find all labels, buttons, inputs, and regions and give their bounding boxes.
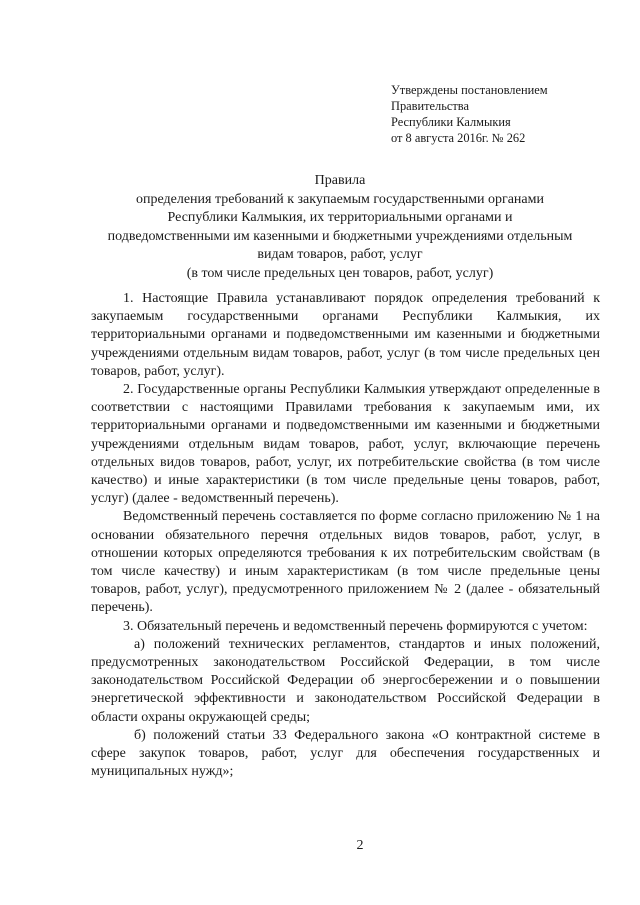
approval-stamp [391,82,611,146]
approval-date-line: от 8 августа 2016г. № 262 [391,131,526,145]
title-heading: Правила [314,173,366,188]
subparagraph-a: а) положений технических регламентов, стандартов и иных положений, предусмотренных законодательством Российской Федерации, в том числе законодательством Российской Федерации об энергосбережении и о повышении энергетической эффективности и законодательством Российской Федерации в области охраны окружающей среды; [91,636,600,725]
approval-line: Республики Калмыкия [391,115,511,129]
paragraph-3: 3. Обязательный перечень и ведомственный перечень формируются с учетом: [123,618,588,634]
paragraph-2: 2. Государственные органы Республики Калмыкия утверждают определенные в соответствии с настоящими Правилами требования к закупаемым ими, их территориальными органами и подведомственными им казенными и бюджетными учреждениями отдельным видам товаров, работ, услуг, включающие перечень отдельных видов товаров, работ, услуг, их потребительские свойства (в том числе качество) и иные характеристики (в том числе предельные цены товаров, работ, услуг) (далее - ведомственный перечень). [91,382,600,507]
page-number: 2 [356,838,364,853]
approval-line: Правительства [391,99,469,113]
document-title [80,172,600,284]
title-line: определения требований к закупаемым государственными органами [136,191,544,207]
title-line: подведомственными им казенными и бюджетными учреждениями отдельным [107,228,573,244]
document-body [91,290,600,781]
title-line: Республики Калмыкия, их территориальными органами и [167,210,513,226]
approval-line: Утверждены постановлением [391,83,548,97]
paragraph-1: 1. Настоящие Правила устанавливают порядок определения требований к закупаемым государственными органами Республики Калмыкия, их территориальными органами и подведомственными им казенными и бюджетными учреждениями отдельным видам товаров, работ, услуг (в том числе предельных цен товаров, работ, услуг). [91,291,600,379]
title-line: видам товаров, работ, услуг [257,247,423,263]
title-line: (в том числе предельных цен товаров, работ, услуг) [186,265,494,281]
paragraph-ministry-list: Ведомственный перечень составляется по форме согласно приложению № 1 на основании обязательного перечня отдельных видов товаров, работ, услуг, в отношении которых определяются требования к их потребительским свойствам (в том числе качеству) и иным характеристикам (в том числе предельные цены товаров, работ, услуг), предусмотренного приложением № 2 (далее - обязательный перечень). [91,509,600,616]
subparagraph-b: б) положений статьи 33 Федерального закона «О контрактной системе в сфере закупок товаров, работ, услуг для обеспечения государственных и муниципальных нужд»; [91,727,600,780]
